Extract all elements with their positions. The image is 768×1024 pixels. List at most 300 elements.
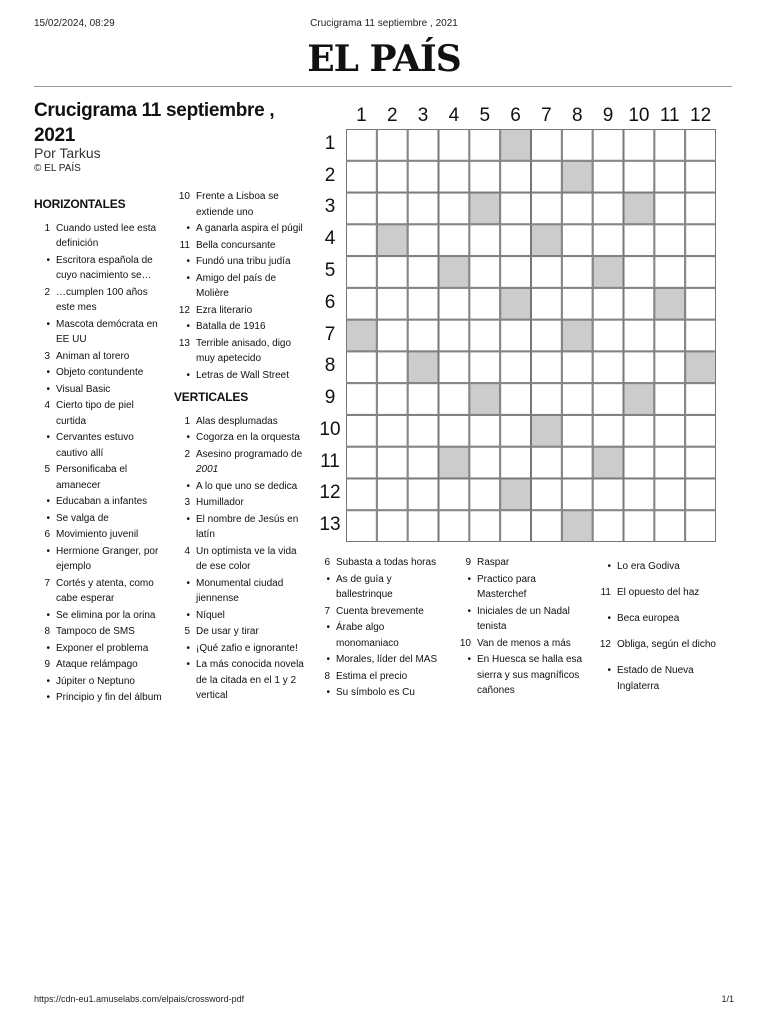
grid-cell[interactable] [377,352,407,383]
clue-item [455,604,587,635]
grid-block-cell [562,320,592,351]
grid-cell[interactable] [686,479,716,510]
grid-cell[interactable] [501,320,531,351]
grid-cell[interactable] [532,130,562,161]
grid-cell[interactable] [347,511,377,542]
grid-cell[interactable] [470,161,500,192]
footer-page-number: 1/1 [721,994,734,1004]
clue-text: Morales, líder del MAS [336,654,438,665]
clue-number: 12 [178,304,190,316]
clue-item [34,624,166,640]
grid-cell[interactable] [624,257,654,288]
grid-cell[interactable] [532,352,562,383]
clue-number: 11 [600,587,611,598]
clue-bullet: • [186,272,190,284]
grid-cell[interactable] [377,447,407,478]
clue-text: Júpiter o Neptuno [56,675,135,687]
grid-cell[interactable] [655,257,685,288]
clue-text: Educaban a infantes [56,496,148,507]
grid-cell[interactable] [624,320,654,351]
grid-cell[interactable] [593,161,623,192]
grid-cell[interactable] [624,447,654,478]
grid-cell[interactable] [624,130,654,161]
grid-cell[interactable] [439,320,469,351]
clue-item [314,685,446,701]
row-number: 12 [319,482,341,504]
clue-text: Objeto contundente [56,367,144,378]
clue-text: Bella concursante [196,239,276,251]
clue-item [174,336,306,367]
grid-cell[interactable] [655,193,685,224]
copyright-notice: © EL PAÍS [34,163,81,174]
clue-item [34,382,166,398]
grid-cell[interactable] [347,415,377,446]
grid-cell[interactable] [501,225,531,256]
clue-number: 3 [44,350,50,362]
clue-text: Beca europea [617,613,680,624]
grid-block-cell [470,193,500,224]
clue-item [174,576,306,607]
clue-text: A lo que uno se dedica [196,480,298,492]
clue-item [314,652,446,668]
grid-block-cell [562,511,592,542]
grid-cell[interactable] [532,384,562,415]
grid-cell[interactable] [347,130,377,161]
clue-text: A ganarla aspira el púgil [196,223,303,234]
grid-cell[interactable] [439,352,469,383]
clue-text: Escritora española de cuyo nacimiento se… [56,254,153,281]
clue-bullet: • [186,256,190,267]
clue-text: Ezra literario [196,304,253,316]
grid-cell[interactable] [624,511,654,542]
grid-cell[interactable] [655,415,685,446]
column-number: 3 [417,105,429,126]
clue-number: 8 [44,626,50,637]
clue-item [34,349,166,365]
grid-cell[interactable] [686,193,716,224]
grid-cell[interactable] [562,479,592,510]
clues-column-5 [595,559,727,705]
grid-cell[interactable] [501,384,531,415]
grid-cell[interactable] [408,320,438,351]
grid-cell[interactable] [593,479,623,510]
grid-cell[interactable] [593,320,623,351]
clue-number: 11 [179,239,190,251]
clue-text: Principio y fin del álbum [56,692,162,703]
grid-cell[interactable] [501,161,531,192]
clue-item [34,365,166,381]
clue-text: Subasta a todas horas [336,557,437,568]
grid-cell[interactable] [347,161,377,192]
grid-cell[interactable] [377,384,407,415]
row-number: 6 [324,291,336,313]
clue-item [174,430,306,446]
grid-cell[interactable] [655,479,685,510]
grid-cell[interactable] [532,479,562,510]
grid-cell[interactable] [470,130,500,161]
grid-cell[interactable] [470,415,500,446]
column-number: 2 [386,105,398,126]
clue-item [34,641,166,657]
grid-block-cell [347,320,377,351]
clues-column-3 [314,555,446,702]
grid-cell[interactable] [532,320,562,351]
clue-number: 9 [44,659,50,670]
grid-cell[interactable] [686,511,716,542]
clue-number: 5 [44,464,50,475]
grid-cell[interactable] [470,479,500,510]
clue-item [174,641,306,657]
clue-text: Hermione Granger, por ejemplo [56,545,159,572]
clue-number: 7 [324,605,330,617]
clue-item [174,368,306,384]
row-number: 1 [324,132,336,154]
clue-item [34,494,166,510]
grid-cell[interactable] [408,479,438,510]
clue-bullet: • [186,577,190,589]
grid-cell[interactable] [347,225,377,256]
grid-cell[interactable] [593,225,623,256]
grid-block-cell [655,288,685,319]
grid-cell[interactable] [377,288,407,319]
grid-cell[interactable] [377,479,407,510]
clue-text: Animan al torero [56,350,130,362]
column-number: 11 [659,105,680,126]
clue-item [174,447,306,478]
clue-number: 4 [184,545,190,557]
grid-cell[interactable] [532,288,562,319]
grid-cell[interactable] [347,257,377,288]
grid-cell[interactable] [562,257,592,288]
clue-bullet: • [186,432,190,443]
clue-text: Un optimista ve la vida de ese color [196,545,297,572]
crossword-grid[interactable] [346,129,716,542]
grid-block-cell [501,130,531,161]
clue-item [174,254,306,270]
grid-cell[interactable] [686,288,716,319]
grid-cell[interactable] [439,161,469,192]
grid-cell[interactable] [562,288,592,319]
clue-bullet: • [467,605,471,617]
grid-cell[interactable] [347,193,377,224]
clue-number: 1 [44,222,50,234]
grid-cell[interactable] [562,447,592,478]
grid-cell[interactable] [593,130,623,161]
grid-cell[interactable] [377,257,407,288]
clue-bullet: • [607,665,611,676]
clue-item [595,611,727,627]
grid-cell[interactable] [408,225,438,256]
grid-cell[interactable] [408,511,438,542]
clue-item [174,495,306,511]
grid-cell[interactable] [347,479,377,510]
clue-bullet: • [46,642,50,654]
grid-block-cell [562,161,592,192]
clue-item [174,271,306,302]
clue-item [314,604,446,620]
grid-cell[interactable] [562,384,592,415]
clue-text: Ataque relámpago [56,659,138,670]
grid-cell[interactable] [377,320,407,351]
clue-bullet: • [46,545,50,557]
grid-cell[interactable] [408,130,438,161]
grid-cell[interactable] [532,161,562,192]
grid-cell[interactable] [439,384,469,415]
clue-number: 12 [599,639,611,650]
grid-cell[interactable] [501,447,531,478]
clue-bullet: • [467,654,471,665]
clue-item [174,608,306,624]
clue-item [314,620,446,651]
header-divider [34,86,732,87]
clue-bullet: • [186,642,190,654]
grid-cell[interactable] [408,161,438,192]
clue-item [455,572,587,603]
grid-cell[interactable] [408,447,438,478]
grid-cell[interactable] [501,193,531,224]
grid-cell[interactable] [655,384,685,415]
grid-cell[interactable] [686,225,716,256]
grid-cell[interactable] [439,479,469,510]
grid-cell[interactable] [624,225,654,256]
grid-cell[interactable] [439,511,469,542]
grid-cell[interactable] [377,161,407,192]
grid-cell[interactable] [347,352,377,383]
grid-cell[interactable] [686,447,716,478]
grid-block-cell [624,193,654,224]
grid-cell[interactable] [624,161,654,192]
clue-text: Batalla de 1916 [196,321,266,332]
grid-block-cell [439,447,469,478]
row-number: 2 [324,164,336,186]
grid-cell[interactable] [439,193,469,224]
grid-cell[interactable] [562,352,592,383]
grid-cell[interactable] [532,257,562,288]
clue-text: Visual Basic [56,383,111,395]
clue-item [34,608,166,624]
clue-item [34,317,166,348]
grid-cell[interactable] [562,130,592,161]
grid-cell[interactable] [686,415,716,446]
column-number: 4 [448,105,460,126]
clue-item [314,572,446,603]
clue-bullet: • [326,622,330,633]
clue-bullet: • [186,369,190,381]
clue-text: Monumental ciudad jiennense [196,577,284,604]
clue-text: Cierto tipo de piel curtida [56,400,134,427]
clue-number: 10 [178,191,190,202]
clue-text: Personificaba el amanecer [56,464,128,491]
grid-cell[interactable] [624,288,654,319]
clue-bullet: • [46,675,50,687]
clue-text: Níquel [196,609,225,621]
grid-cell[interactable] [470,257,500,288]
grid-cell[interactable] [347,447,377,478]
footer-url: https://cdn-eu1.amuselabs.com/elpais/crossword-pdf [34,994,245,1004]
clue-bullet: • [46,367,50,378]
grid-cell[interactable] [470,447,500,478]
clue-item [174,414,306,430]
clue-bullet: • [186,513,190,525]
row-number: 3 [324,196,336,218]
clue-text: Tampoco de SMS [56,626,135,637]
grid-cell[interactable] [655,161,685,192]
grid-cell[interactable] [593,384,623,415]
clue-bullet: • [326,654,330,665]
clue-number: 5 [184,626,190,637]
clue-bullet: • [186,659,190,670]
clues-column-1 [34,197,166,707]
clue-number: 6 [324,557,330,568]
grid-cell[interactable] [593,415,623,446]
grid-cell[interactable] [501,415,531,446]
grid-cell[interactable] [562,193,592,224]
grid-cell[interactable] [408,415,438,446]
grid-block-cell [408,352,438,383]
grid-cell[interactable] [562,225,592,256]
clue-item [595,663,727,695]
clue-bullet: • [186,223,190,234]
clue-bullet: • [46,496,50,507]
grid-block-cell [439,257,469,288]
grid-cell[interactable] [439,288,469,319]
clue-number: 8 [324,670,330,682]
clue-item [34,690,166,706]
grid-cell[interactable] [439,130,469,161]
grid-cell[interactable] [686,130,716,161]
grid-cell[interactable] [655,352,685,383]
grid-cell[interactable] [377,511,407,542]
grid-cell[interactable] [562,415,592,446]
clue-text: Raspar [477,557,510,568]
grid-cell[interactable] [470,288,500,319]
grid-cell[interactable] [624,415,654,446]
clue-text: Terrible anisado, digo muy apetecido [196,337,292,364]
grid-cell[interactable] [655,511,685,542]
clue-text: Asesino programado de 2001 [196,448,303,475]
section-horizontales: HORIZONTALES [34,197,126,211]
grid-cell[interactable] [470,225,500,256]
grid-cell[interactable] [347,288,377,319]
clue-item [174,189,306,220]
puzzle-author: Por Tarkus [34,145,101,161]
clue-item [34,527,166,543]
clue-text: Se elimina por la orina [56,609,156,621]
grid-cell[interactable] [439,225,469,256]
clue-item [34,253,166,284]
clue-item [314,669,446,685]
clue-item [174,221,306,237]
grid-cell[interactable] [439,415,469,446]
clue-item [314,555,446,571]
clue-bullet: • [46,432,50,443]
grid-cell[interactable] [686,320,716,351]
clue-bullet: • [46,254,50,266]
grid-cell[interactable] [501,257,531,288]
grid-cell[interactable] [347,384,377,415]
clue-bullet: • [326,573,330,585]
row-number: 5 [324,259,336,281]
grid-cell[interactable] [593,193,623,224]
grid-cell[interactable] [686,161,716,192]
grid-cell[interactable] [593,288,623,319]
grid-cell[interactable] [408,257,438,288]
clue-text: …cumplen 100 años este mes [56,286,148,313]
grid-cell[interactable] [686,257,716,288]
section-verticales: VERTICALES [174,390,249,404]
clue-item [174,238,306,254]
clue-number: 2 [184,448,190,460]
grid-cell[interactable] [470,352,500,383]
column-number: 1 [356,105,367,126]
grid-cell[interactable] [655,447,685,478]
clue-bullet: • [607,613,611,624]
grid-cell[interactable] [593,352,623,383]
grid-block-cell [593,257,623,288]
clue-text: Practico para Masterchef [477,573,536,600]
grid-cell[interactable] [655,320,685,351]
column-number: 8 [571,105,583,126]
clue-item [174,544,306,575]
grid-cell[interactable] [470,511,500,542]
grid-cell[interactable] [470,320,500,351]
clue-text: El opuesto del haz [617,587,700,598]
grid-column-labels [346,105,716,127]
print-date: 15/02/2024, 08:29 [34,18,115,29]
clue-number: 3 [184,497,190,508]
grid-cell[interactable] [377,193,407,224]
grid-cell[interactable] [686,384,716,415]
clue-item [34,398,166,429]
grid-cell[interactable] [624,352,654,383]
column-number: 7 [541,105,552,126]
grid-cell[interactable] [532,193,562,224]
clue-text: Amigo del país de Molière [196,272,277,299]
puzzle-title: Crucigrama 11 septiembre , 2021 [34,100,275,146]
clue-item [174,512,306,543]
grid-cell[interactable] [408,288,438,319]
clue-text: Cuando usted lee esta definición [56,222,157,249]
row-number: 10 [319,418,341,440]
grid-cell[interactable] [408,193,438,224]
clues-column-4 [455,555,587,700]
clue-text: As de guía y ballestrinque [336,573,393,600]
grid-cell[interactable] [501,511,531,542]
clue-number: 1 [184,415,190,427]
grid-cell[interactable] [532,511,562,542]
clue-bullet: • [607,561,611,572]
clue-text: Cogorza en la orquesta [196,432,300,443]
grid-block-cell [501,479,531,510]
clue-text: Van de menos a más [477,637,571,649]
grid-cell[interactable] [377,130,407,161]
clue-text: ¡Qué zafio e ignorante! [196,642,298,654]
grid-cell[interactable] [624,479,654,510]
grid-cell[interactable] [655,130,685,161]
clue-number: 7 [44,577,50,589]
clue-text: Cervantes estuvo cautivo allí [56,432,134,459]
grid-cell[interactable] [532,447,562,478]
clue-text: Humillador [196,497,244,508]
grid-cell[interactable] [593,511,623,542]
grid-cell[interactable] [377,415,407,446]
grid-cell[interactable] [655,225,685,256]
grid-cell[interactable] [408,384,438,415]
clue-item [455,636,587,652]
clue-number: 9 [465,557,471,568]
grid-cell[interactable] [501,352,531,383]
clue-item [174,479,306,495]
